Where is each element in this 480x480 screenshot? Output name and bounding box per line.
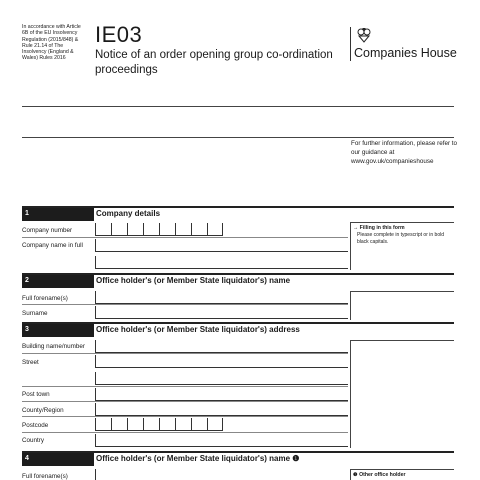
surname-field[interactable] — [95, 306, 348, 319]
filling-in-tip-title: → Filling in this form — [353, 225, 405, 231]
legal-reference-note: In accordance with Article 6B of the EU Insolvency Regulation (2015/848) & Rule 21.14 of The Insolvency (England & Wales) Rules 2016 — [22, 24, 81, 62]
street-field[interactable] — [95, 355, 348, 368]
country-field[interactable] — [95, 434, 348, 447]
other-office-holder-title: ❶ Other office holder — [353, 472, 406, 478]
section-4-title: Office holder's (or Member State liquidator's) name ❶ — [96, 454, 300, 463]
section-1-title: Company details — [96, 209, 161, 218]
filling-in-tip-body: Please complete in typescript or in bold black capitals. — [357, 232, 444, 245]
postcode-label: Postcode — [22, 422, 49, 429]
street-field-line-2[interactable] — [95, 372, 348, 385]
form-code: IE03 — [95, 22, 143, 47]
logo-text: Companies House — [354, 46, 457, 60]
post-town-field[interactable] — [95, 388, 348, 401]
building-label: Building name/number — [22, 343, 86, 350]
section-2-side-panel — [350, 291, 454, 320]
crest-icon — [356, 27, 372, 43]
company-name-field[interactable] — [95, 239, 348, 252]
county-field[interactable] — [95, 403, 348, 416]
building-field[interactable] — [95, 340, 348, 353]
street-label: Street — [22, 359, 39, 366]
post-town-label: Post town — [22, 391, 50, 398]
country-label: Country — [22, 437, 45, 444]
surname-label: Surname — [22, 310, 48, 317]
company-number-label: Company number — [22, 227, 73, 234]
company-name-label: Company name in full — [22, 242, 83, 249]
guidance-info: For further information, please refer to our guidance at www.gov.uk/companieshouse — [351, 140, 458, 165]
section-2-title: Office holder's (or Member State liquidator's) name — [96, 276, 291, 285]
section-4-number: 4 — [22, 453, 94, 466]
forename-field[interactable] — [95, 291, 348, 304]
company-number-input[interactable] — [95, 223, 223, 236]
section-1-number: 1 — [22, 208, 94, 221]
section-3-title: Office holder's (or Member State liquidator's) address — [96, 325, 300, 334]
company-name-field-line-2[interactable] — [95, 256, 348, 269]
section-3-number: 3 — [22, 324, 94, 337]
forename-label: Full forename(s) — [22, 295, 68, 302]
section-2-number: 2 — [22, 275, 94, 288]
county-label: County/Region — [22, 407, 64, 414]
forename-field-2[interactable] — [95, 469, 348, 480]
section-3-side-panel — [350, 340, 454, 448]
postcode-input[interactable] — [95, 418, 223, 431]
forename-label-2: Full forename(s) — [22, 473, 68, 480]
form-title: Notice of an order opening group co-ordination proceedings — [95, 49, 333, 76]
